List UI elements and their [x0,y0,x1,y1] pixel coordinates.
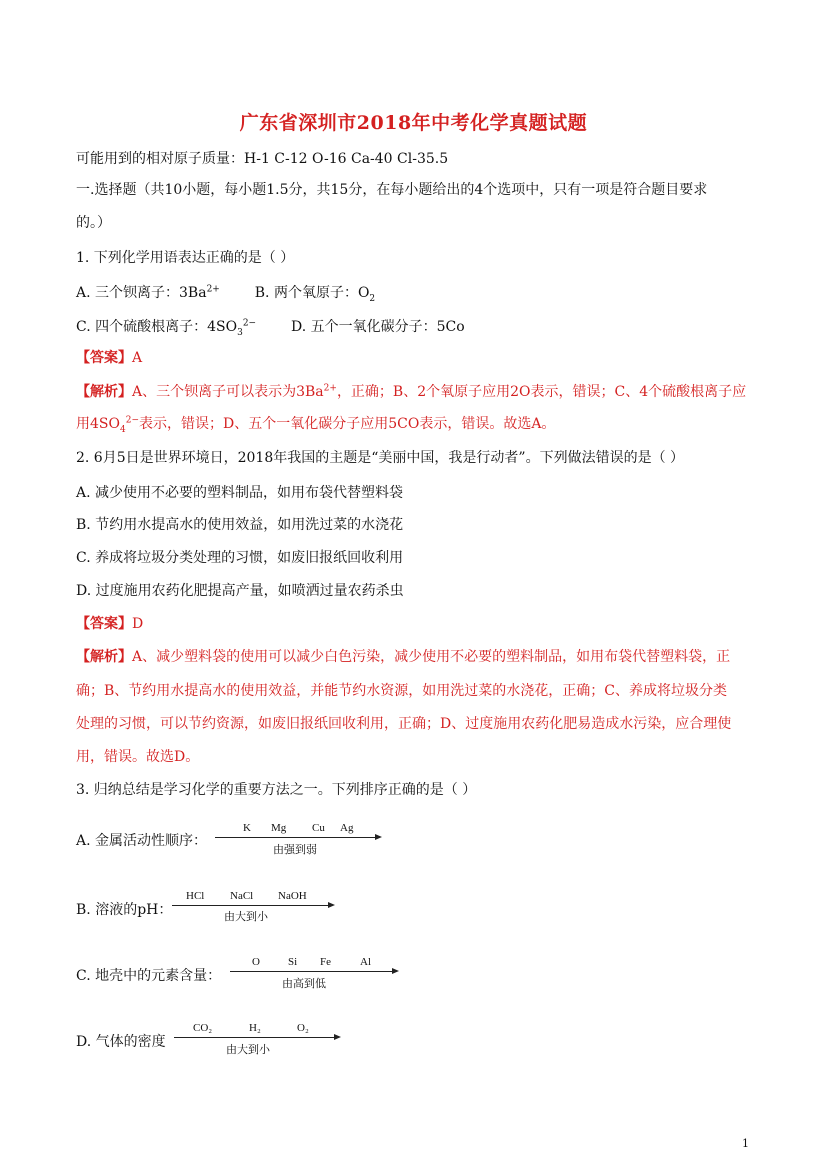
q3-d-caption: 由大到小 [226,1044,270,1056]
q2-analysis-line2: 确；B、节约用水提高水的使用效益，并能节约水资源，如用洗过菜的水浇花，正确；C、养成将垃圾分类 [76,683,727,699]
q3-d-item-3: O₂ [297,1022,309,1034]
q3-c-item-2: Si [288,956,298,968]
q1-stem: 1. 下列化学用语表达正确的是（ ） [76,250,295,266]
q1-option-a: A. 三个钡离子：$3Ba^{2+}$ [76,284,220,301]
q2-option-a: A. 减少使用不必要的塑料制品，如用布袋代替塑料袋 [76,485,404,501]
q2-answer: 【答案】D [76,616,144,632]
q2-analysis-line4: 用，错误。故选D。 [76,749,200,765]
q2-analysis-line3: 处理的习惯，可以节约资源，如废旧报纸回收利用，正确；D、过度施用农药化肥易造成水污染，应合理使 [76,716,732,732]
atomic-masses: 可能用到的相对原子质量：H-1 C-12 O-16 Ca-40 Cl-35.5 [76,151,449,167]
q3-option-d-diagram [174,1020,349,1060]
q3-option-a-diagram [215,820,390,860]
arrow-right-icon [172,905,328,906]
q2-option-b: B. 节约用水提高水的使用效益，如用洗过菜的水浇花 [76,517,404,533]
section-heading-line1: 一.选择题（共10小题，每小题1.5分，共15分，在每小题给出的4个选项中，只有一项是符合题目要求 [76,182,708,198]
q3-b-item-1: HCl [186,890,205,902]
page-title: 广东省深圳市2018年中考化学真题试题 [239,112,588,134]
q3-option-c-diagram [230,954,405,994]
q3-c-item-4: Al [360,956,371,968]
q1-option-b: B. 两个氧原子：$O_2$ [254,285,376,304]
q3-c-item-3: Fe [320,956,331,968]
q1-options-ab [76,284,375,302]
q3-a-item-4: Ag [340,822,354,834]
arrowhead-icon [375,834,382,840]
q3-c-item-1: O [252,956,260,968]
q3-d-item-1: CO₂ [193,1022,213,1034]
q1-analysis-line2: 用$4SO_4^{2-}$表示，错误；D、五个一氧化碳分子应用5CO表示，错误。故选A。 [76,415,556,435]
arrowhead-icon [334,1034,341,1040]
q3-option-b-diagram [172,888,342,928]
q3-option-d-label: D. 气体的密度 [76,1034,166,1050]
arrow-right-icon [230,971,392,972]
q2-analysis-line1: 【解析】A、减少塑料袋的使用可以减少白色污染，减少使用不必要的塑料制品，如用布袋代替塑料袋，正 [76,649,731,665]
q1-options-cd [76,318,465,336]
q3-b-item-2: NaCl [230,890,254,902]
q3-a-caption: 由强到弱 [273,844,317,856]
q3-a-item-1: K [243,822,251,834]
arrow-right-icon [174,1037,334,1038]
q3-a-item-2: Mg [271,822,287,834]
page-number: 1 [742,1137,749,1150]
q3-stem: 3. 归纳总结是学习化学的重要方法之一。下列排序正确的是（ ） [76,782,477,798]
q1-answer: 【答案】A [76,350,143,366]
q2-option-d: D. 过度施用农药化肥提高产量，如喷洒过量农药杀虫 [76,583,404,599]
q1-option-d: D. 五个一氧化碳分子：5Co [291,319,465,335]
q3-b-item-3: NaOH [278,890,307,902]
q3-option-b-label: B. 溶液的pH： [76,902,173,918]
section-heading-line2: 的。） [76,215,111,231]
q1-option-c: C. 四个硫酸根离子：$4SO_3^{2-}$ [76,318,257,338]
arrowhead-icon [328,902,335,908]
q2-stem: 2. 6月5日是世界环境日，2018年我国的主题是“美丽中国，我是行动者”。下列做法错误的是（ ） [76,450,685,466]
arrowhead-icon [392,968,399,974]
q3-d-item-2: H₂ [249,1022,261,1034]
q2-option-c: C. 养成将垃圾分类处理的习惯，如废旧报纸回收利用 [76,550,404,566]
q3-c-caption: 由高到低 [282,978,326,990]
q3-option-c-label: C. 地壳中的元素含量： [76,968,222,984]
q3-b-caption: 由大到小 [224,911,268,923]
q3-a-item-3: Cu [312,822,325,834]
q3-option-a-label: A. 金属活动性顺序： [76,833,208,849]
q1-analysis-line1: 【解析】A、三个钡离子可以表示为$3Ba^{2+}$，正确；B、2个氧原子应用2O表示，错误；C、4个硫酸根离子应 [76,383,747,400]
arrow-right-icon [215,837,375,838]
